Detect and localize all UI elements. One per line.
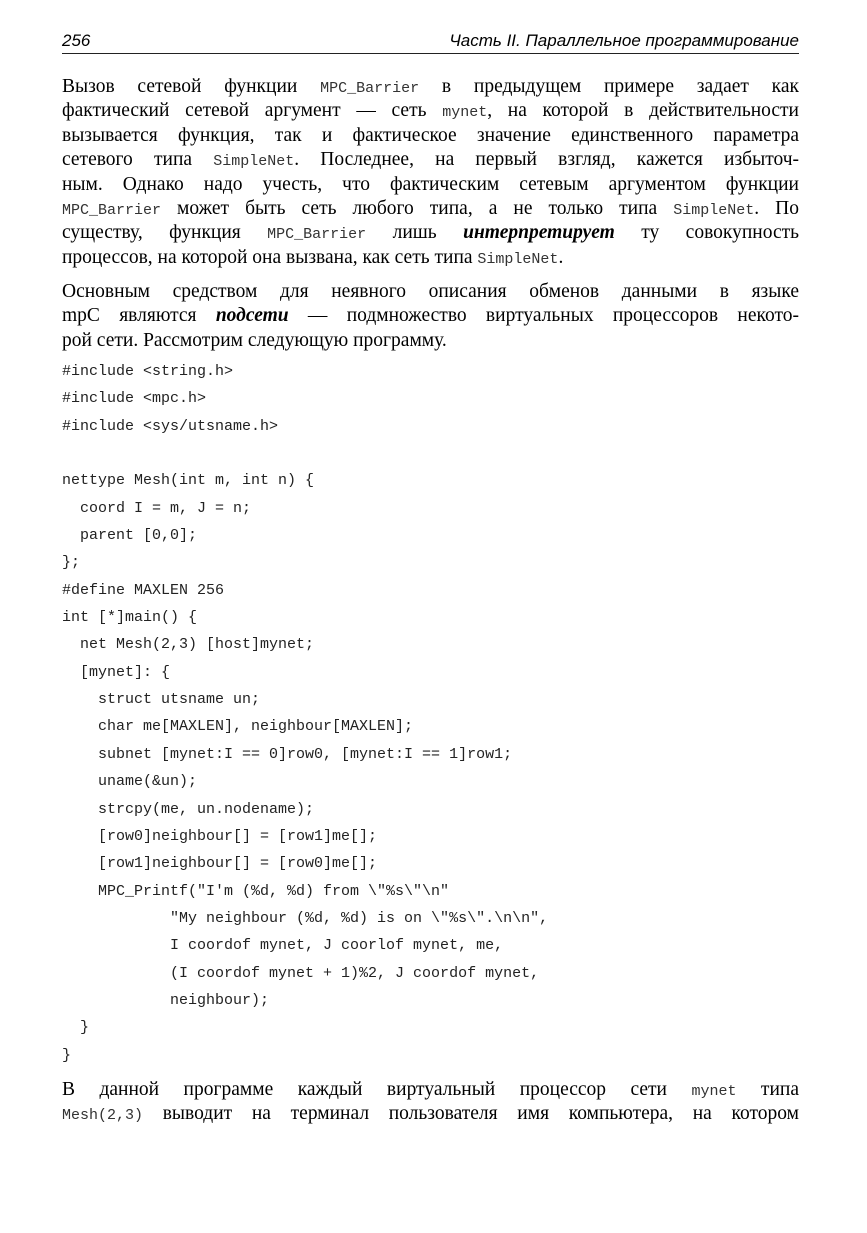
code-line: [row0]neighbour[] = [row1]me[]; — [62, 827, 378, 845]
paragraph-2 — [62, 280, 799, 353]
text-line: Mesh(2,3) выводит на терминал пользователя имя компьютера, на котором — [62, 1103, 799, 1125]
text-line: вызывается функция, так и фактическое значение единственного параметра — [62, 124, 799, 146]
code-line: uname(&un); — [62, 773, 198, 791]
code-line: [row1]neighbour[] = [row0]me[]; — [62, 855, 378, 873]
code-listing — [62, 358, 548, 1069]
text-line: ным. Однако надо учесть, что фактическим сетевым аргументом функции — [62, 173, 799, 195]
code-line — [62, 440, 548, 467]
code-line: parent [0,0]; — [62, 527, 198, 545]
running-header — [62, 31, 799, 54]
code-line: char me[MAXLEN], neighbour[MAXLEN]; — [62, 718, 414, 736]
text-line: процессов, на которой она вызвана, как сеть типа SimpleNet. — [62, 246, 564, 268]
text-line: В данной программе каждый виртуальный процессор сети mynet типа — [62, 1079, 799, 1100]
code-line: [mynet]: { — [62, 663, 171, 681]
code-line: int [*]main() { — [62, 609, 198, 627]
text-line: фактический сетевой аргумент — сеть mynet, на которой в действительности — [62, 100, 799, 122]
page-number: 256 — [62, 31, 91, 50]
code-line: I coordof mynet, J coorlof mynet, me, — [62, 937, 504, 955]
code-line: struct utsname un; — [62, 691, 261, 709]
code-line: subnet [mynet:I == 0]row0, [mynet:I == 1]row1; — [62, 745, 513, 763]
code-line: #include <sys/utsname.h> — [62, 417, 279, 435]
text-line: Вызов сетевой функции MPC_Barrier в предыдущем примере задает как — [62, 76, 799, 97]
text-line: mpC являются подсети — подмножество виртуальных процессоров некото- — [62, 305, 799, 327]
paragraph-1 — [62, 75, 799, 270]
code-line: coord I = m, J = n; — [62, 499, 252, 517]
code-line: } — [62, 1046, 72, 1064]
text-line: существу, функция MPC_Barrier лишь интерпретирует ту совокупность — [62, 222, 800, 244]
paragraph-3 — [62, 1078, 799, 1127]
code-line: } — [62, 1019, 90, 1037]
code-line: (I coordof mynet + 1)%2, J coordof mynet, — [62, 964, 540, 982]
text-line: MPC_Barrier может быть сеть любого типа, а не только типа SimpleNet. По — [62, 197, 799, 219]
text-line: рой сети. Рассмотрим следующую программу. — [62, 329, 447, 351]
code-line: neighbour); — [62, 991, 270, 1009]
code-line: MPC_Printf("I'm (%d, %d) from \"%s\"\n" — [62, 882, 450, 900]
code-line: #include <mpc.h> — [62, 390, 207, 408]
code-line: #include <string.h> — [62, 363, 234, 380]
text-line: сетевого типа SimpleNet. Последнее, на первый взгляд, кажется избыточ- — [62, 149, 800, 171]
code-line: "My neighbour (%d, %d) is on \"%s\".\n\n", — [62, 909, 549, 927]
code-line: strcpy(me, un.nodename); — [62, 800, 315, 818]
code-line: nettype Mesh(int m, int n) { — [62, 472, 315, 490]
text-line: Основным средством для неявного описания обменов данными в языке — [62, 281, 799, 302]
running-title: Часть II. Параллельное программирование — [449, 31, 799, 50]
code-line: }; — [62, 554, 81, 572]
code-line: net Mesh(2,3) [host]mynet; — [62, 636, 315, 654]
code-line: #define MAXLEN 256 — [62, 581, 225, 599]
